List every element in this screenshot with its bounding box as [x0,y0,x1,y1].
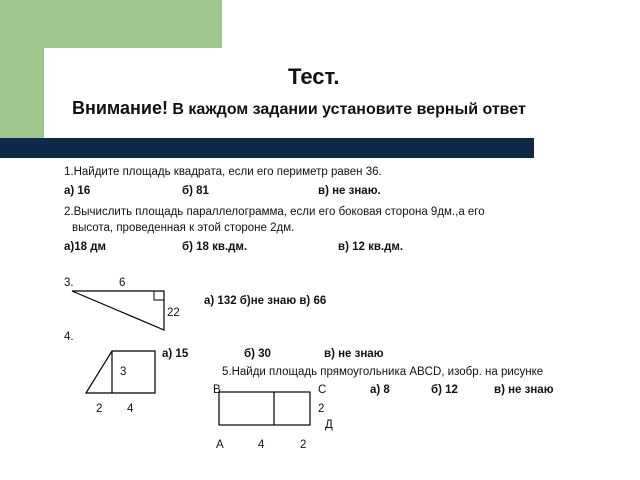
q4-right-base-label: 4 [127,403,134,415]
q4-height-label: 3 [120,366,127,378]
q3-side-right-label: 22 [167,307,180,319]
q3-answers: а) 132 б)не знаю в) 66 [204,295,327,307]
q2-answer-a: а)18 дм [64,241,107,253]
q2-answer-c: в) 12 кв.дм. [338,241,404,253]
q5-text: 5.Найди площадь прямоугольника ABCD, изобр. на рисунке [222,366,544,378]
q1-text: 1.Найдите площадь квадрата, если его периметр равен 36. [64,166,382,178]
q5-bottom-right-label: 2 [300,439,307,451]
q5-answer-b: б) 12 [431,384,458,396]
q3-side-top-label: 6 [119,277,126,289]
q4-left-base-label: 2 [96,403,103,415]
q3-number: 3. [64,277,74,289]
q5-rectangle [219,392,310,425]
q4-answer-b: б) 30 [244,348,271,360]
q2-text-line2: высота, проведенная к этой стороне 2дм. [72,222,295,234]
q5-vertex-a: А [216,439,224,451]
q1-answer-c: в) не знаю. [318,185,381,197]
q5-vertex-b: В [213,384,221,396]
q5-vertex-c: С [318,384,327,396]
q3-right-angle-mark [154,291,164,300]
q4-answer-c: в) не знаю [324,348,384,360]
q5-bottom-left-label: 4 [258,439,265,451]
q2-answer-b: б) 18 кв.дм. [182,241,248,253]
q2-text-line1: 2.Вычислить площадь параллелограмма, если его боковая сторона 9дм.,а его [64,206,485,218]
attention-text: В каждом задании установите верный ответ [167,101,526,118]
q4-number: 4. [64,331,74,343]
q3-triangle [72,291,164,330]
slide-title: Тест. [288,64,340,89]
q5-answer-c: в) не знаю [494,384,554,396]
q5-side-right-label: 2 [318,403,325,415]
q1-answer-a: а) 16 [64,185,91,197]
attention-word: Внимание! [72,98,168,118]
q1-answer-b: б) 81 [182,185,209,197]
q5-answer-a: а) 8 [370,384,390,396]
q4-answer-a: а) 15 [162,348,189,360]
q5-vertex-d: Д [325,419,333,431]
